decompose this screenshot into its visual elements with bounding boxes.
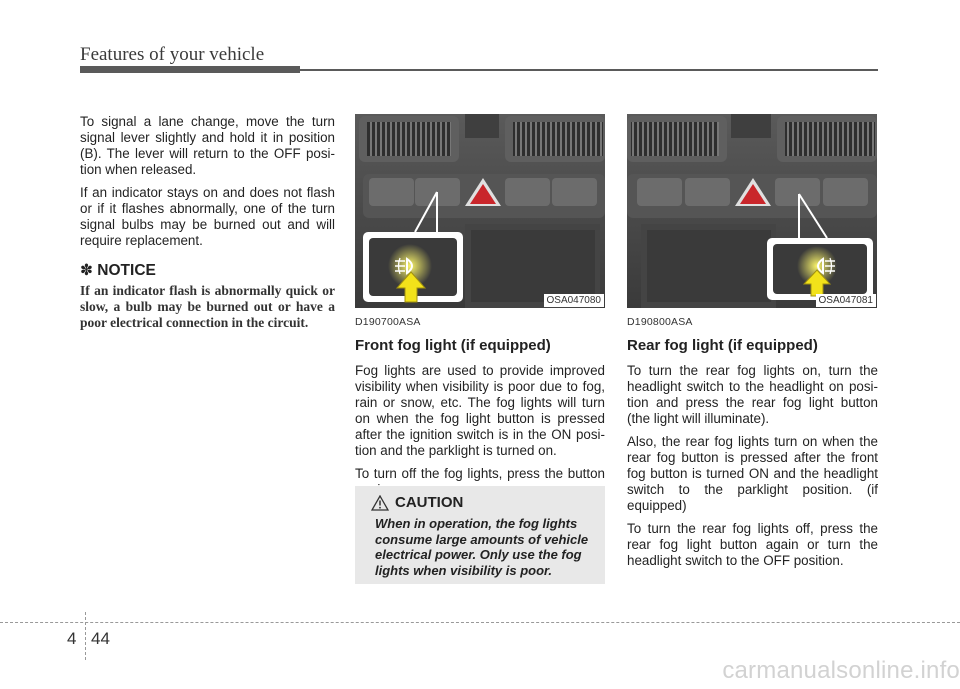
indicator-paragraph: If an indicator stays on and does not flash or if it flashes abnormally, one of the turn signal bulbs may be burned out and will require replacement. — [80, 185, 335, 248]
header-rule — [300, 69, 878, 71]
figure-code-label: OSA047080 — [544, 294, 605, 307]
footer-divider — [85, 612, 86, 660]
figure-code-label: OSA047081 — [816, 294, 877, 307]
turn-signal-paragraph: To signal a lane change, move the turn signal lever slightly and hold it in position (B). The lever will return to the OFF posi-tion when released. — [80, 114, 335, 177]
caution-body: When in operation, the fog lights consume large amounts of vehicle electrical power. Only use the fog lights when visibility is poor. — [375, 516, 589, 578]
page-number: 44 — [91, 629, 110, 648]
rear-fog-paragraph-2: Also, the rear fog lights turn on when the rear fog button is pressed after the front fog button is turned ON and the headlight switch to the parklight position. (if equipped) — [627, 434, 878, 513]
notice-body: If an indicator flash is abnormally quick or slow, a bulb may be burned out or have a poor electrical connection in the circuit. — [80, 283, 335, 330]
page-header-title: Features of your vehicle — [80, 44, 265, 65]
section-code: D190700ASA — [355, 316, 421, 328]
header-bar — [80, 66, 300, 73]
notice-heading: ✽ NOTICE — [80, 262, 156, 279]
dashboard-photo — [627, 114, 877, 308]
front-fog-light-figure — [355, 114, 605, 308]
front-fog-section — [355, 314, 605, 505]
left-column — [80, 114, 335, 331]
section-title: Front fog light (if equipped) — [355, 337, 551, 354]
warning-triangle-icon — [371, 495, 389, 511]
chapter-number: 4 — [67, 629, 77, 648]
rear-fog-paragraph-1: To turn the rear fog lights on, turn the headlight switch to the headlight on posi-tion and press the rear fog light button (the light will illuminate). — [627, 363, 878, 426]
watermark: carmanualsonline.info — [722, 657, 960, 684]
footer-rule — [0, 622, 960, 623]
rear-fog-light-figure — [627, 114, 877, 308]
rear-fog-button — [775, 178, 820, 206]
section-code: D190800ASA — [627, 316, 693, 328]
rear-fog-paragraph-3: To turn the rear fog lights off, press the rear fog light button again or turn the headlight switch to the OFF position. — [627, 521, 878, 568]
front-fog-paragraph-2: To turn off the fog lights, press the button — [355, 466, 605, 481]
caution-box — [355, 486, 605, 584]
dashboard-photo — [355, 114, 605, 308]
caution-title: CAUTION — [395, 494, 464, 511]
section-title: Rear fog light (if equipped) — [627, 337, 818, 354]
rear-fog-section — [627, 314, 878, 576]
front-fog-paragraph-1: Fog lights are used to provide improved visibility when visibility is poor due to fog, rain or snow, etc. The fog lights will turn on when the fog light button is pressed after the ignition switch is in the ON posi-tion and the parklight is turned on. — [355, 363, 605, 458]
